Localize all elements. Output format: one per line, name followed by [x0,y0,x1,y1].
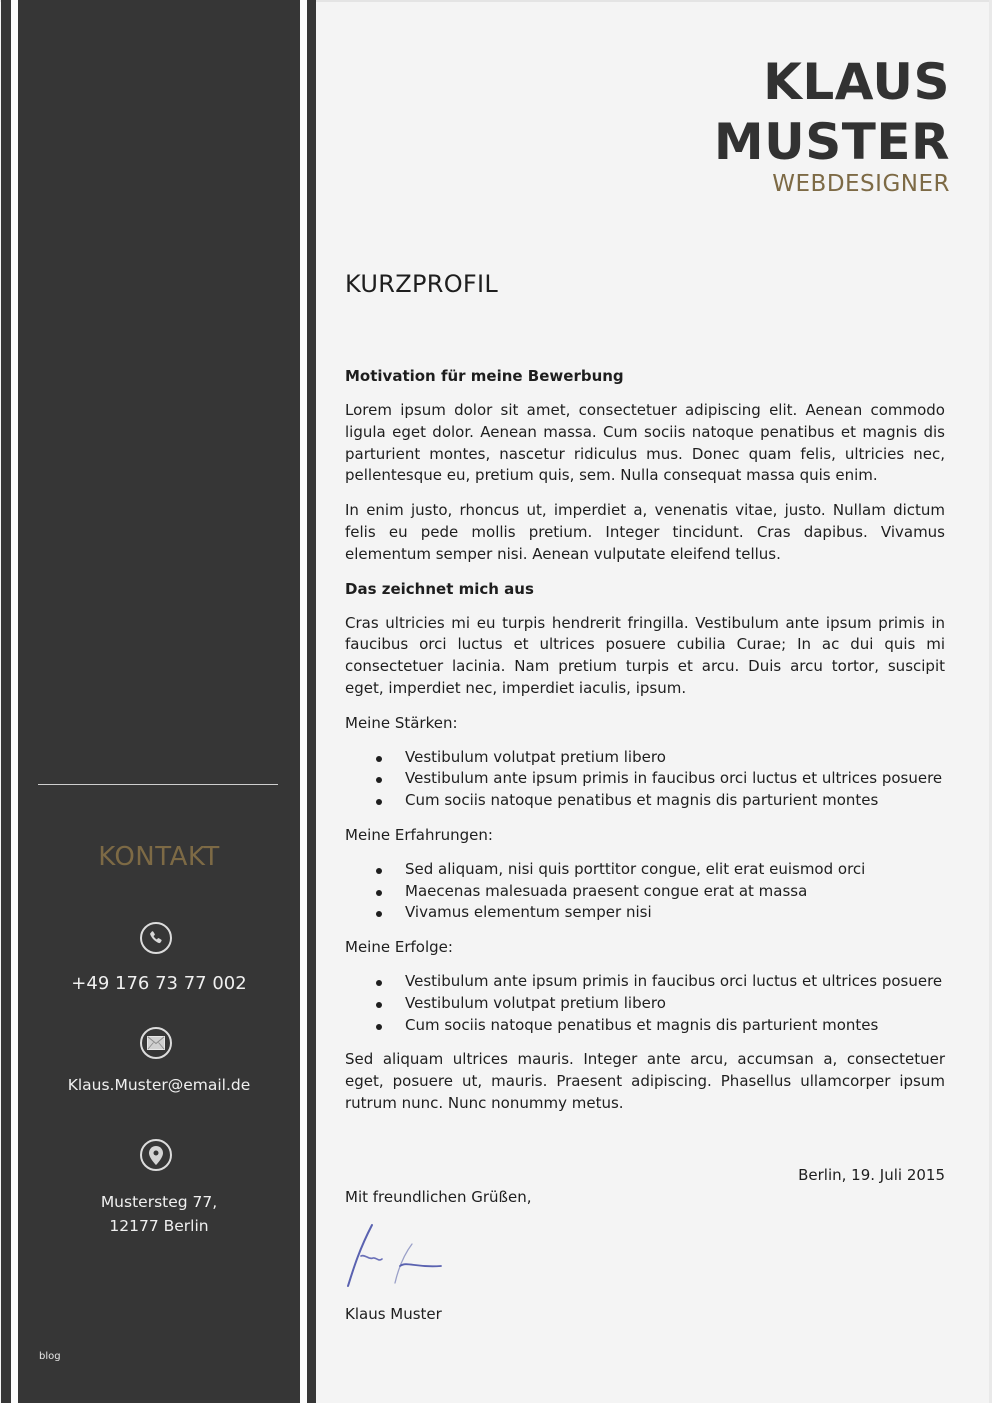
letter-date: Berlin, 19. Juli 2015 [798,1166,945,1184]
strengths-list [345,747,945,812]
list-label-experience: Meine Erfahrungen: [345,825,493,844]
decorative-stripe-left [1,0,11,1403]
paragraph-3: Cras ultricies mi eu turpis hendrerit fringilla. Vestibulum ante ipsum primis in faucibus orci luctus et ultrices posuere cubilia Curae; In ac dui quis mi consectetuer lacinia. Nam pretium turpis et arcu. Duis arcu tortor, suscipit eget, imperdiet nec, imperdiet iaculis, ipsum. [345,613,945,697]
address-street: Mustersteg 77, [100,1193,218,1211]
applicant-name [714,52,950,172]
list-item: Vestibulum volutpat pretium libero [405,747,945,769]
motivation-heading: Motivation für meine Bewerbung [345,367,624,385]
paragraph-2: In enim justo, rhoncus ut, imperdiet a, venenatis vitae, justo. Nullam dictum felis eu pede mollis pretium. Integer tincidunt. Cras dapibus. Vivamus elementum semper nisi. Aenean vulputate eleifend tellus. [345,501,945,563]
list-item: Sed aliquam, nisi quis porttitor congue, elit erat euismod orci [405,859,945,881]
list-item: Cum sociis natoque penatibus et magnis dis parturient montes [405,790,945,812]
postal-address [18,1190,300,1238]
signature-image [345,1220,445,1290]
list-item: Vestibulum ante ipsum primis in faucibus orci luctus et ultrices posuere [405,971,945,993]
stripe-gap-left [11,0,18,1403]
blog-watermark: blog [39,1351,61,1362]
mail-icon [140,1027,172,1059]
decorative-stripe-right [307,0,316,1403]
section-title: KURZPROFIL [345,270,499,298]
phone-number[interactable]: +49 176 73 77 002 [71,973,247,994]
applicant-last-name: MUSTER [713,113,950,171]
address-city: 12177 Berlin [109,1217,209,1235]
applicant-first-name: KLAUS [763,53,950,111]
strengths-heading: Das zeichnet mich aus [345,579,534,598]
list-label-strengths: Meine Stärken: [345,713,458,732]
signer-name: Klaus Muster [345,1305,442,1323]
list-item: Vivamus elementum semper nisi [405,902,945,924]
sidebar [18,0,300,1403]
letter-body [345,366,945,1128]
location-pin-icon [140,1139,172,1171]
closing-salutation: Mit freundlichen Grüßen, [345,1188,532,1206]
list-item: Cum sociis natoque penatibus et magnis dis parturient montes [405,1015,945,1037]
experience-list [345,859,945,924]
list-label-achievements: Meine Erfolge: [345,938,453,957]
phone-icon [140,922,172,954]
sidebar-divider [38,784,278,785]
stripe-gap-right [300,0,307,1403]
list-item: Vestibulum volutpat pretium libero [405,993,945,1015]
list-item: Maecenas malesuada praesent congue erat at massa [405,881,945,903]
paragraph-4: Sed aliquam ultrices mauris. Integer ante arcu, accumsan a, consectetuer eget, posuere ut, mauris. Praesent adipiscing. Phasellus ullamcorper ipsum rutrum nunc. Nunc nonummy metus. [345,1050,945,1112]
job-title: WEBDESIGNER [772,171,950,197]
paragraph-1: Lorem ipsum dolor sit amet, consectetuer adipiscing elit. Aenean commodo ligula eget dolor. Aenean massa. Cum sociis natoque penatibus et magnis dis parturient montes, nascetur ridiculus mus. Donec quam felis, ultricies nec, pellentesque eu, pretium quis, sem. Nulla consequat massa quis enim. [345,401,945,485]
list-item: Vestibulum ante ipsum primis in faucibus orci luctus et ultrices posuere [405,768,945,790]
achievements-list [345,971,945,1036]
email-address[interactable]: Klaus.Muster@email.de [67,1076,251,1094]
contact-heading: KONTAKT [98,842,220,872]
